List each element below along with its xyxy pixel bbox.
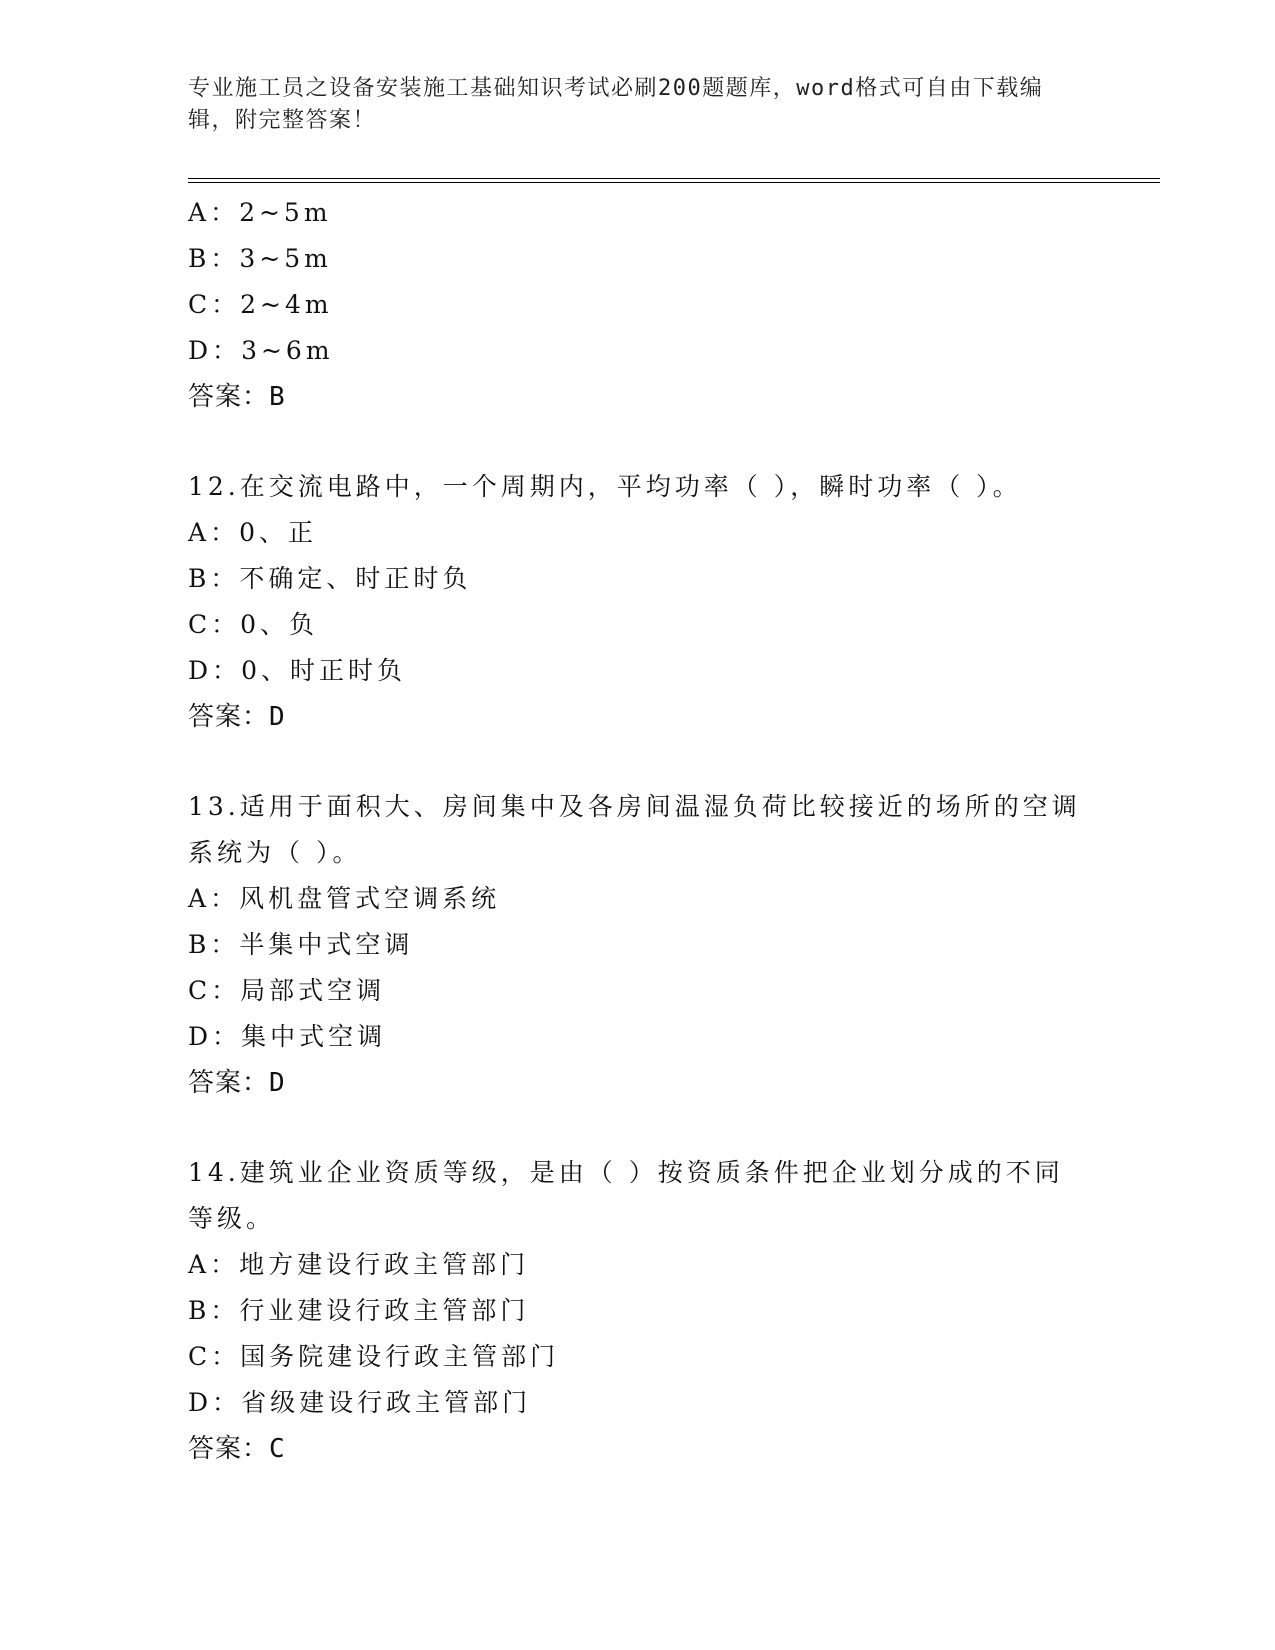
answer-value: D [269, 1068, 286, 1098]
answer-line: 答案：D [188, 702, 286, 732]
answer-value: C [269, 1434, 286, 1464]
answer-line: 答案：B [188, 382, 286, 412]
option-a: A：地方建设行政主管部门 [188, 1250, 530, 1279]
option-c: C：国务院建设行政主管部门 [188, 1342, 560, 1371]
answer-value: B [269, 382, 286, 412]
option-b: B：行业建设行政主管部门 [188, 1296, 530, 1325]
option-b: B：半集中式空调 [188, 930, 414, 959]
option-a: A：风机盘管式空调系统 [188, 884, 501, 913]
option-d: D：0、时正时负 [188, 656, 406, 685]
header-divider [188, 178, 1160, 183]
document-header [188, 73, 1088, 137]
question-14 [188, 1150, 1088, 1472]
question-13 [188, 784, 1088, 1106]
question-list [188, 190, 1088, 1472]
option-c: C：2~4m [188, 290, 333, 319]
answer-line: 答案：D [188, 1068, 286, 1098]
option-d: D：3~6m [188, 336, 334, 365]
question-stem: 13.适用于面积大、房间集中及各房间温湿负荷比较接近的场所的空调系统为（ ）。 [188, 792, 1081, 867]
answer-line: 答案：C [188, 1434, 286, 1464]
option-b: B：不确定、时正时负 [188, 564, 472, 593]
option-d: D：省级建设行政主管部门 [188, 1388, 532, 1417]
question-continuation [188, 190, 1088, 420]
option-a: A：0、正 [188, 518, 317, 547]
option-c: C：局部式空调 [188, 976, 386, 1005]
question-stem: 12.在交流电路中，一个周期内，平均功率（ ），瞬时功率（ ）。 [188, 472, 1022, 501]
option-c: C：0、负 [188, 610, 319, 639]
question-12 [188, 464, 1088, 740]
option-a: A：2~5m [188, 198, 332, 227]
option-d: D：集中式空调 [188, 1022, 387, 1051]
header-title: 专业施工员之设备安装施工基础知识考试必刷200题题库，word格式可自由下载编辑，附完整答案！ [188, 76, 1044, 133]
option-b: B：3~5m [188, 244, 332, 273]
question-stem: 14.建筑业企业资质等级，是由（ ）按资质条件把企业划分成的不同等级。 [188, 1158, 1064, 1233]
answer-value: D [269, 702, 286, 732]
